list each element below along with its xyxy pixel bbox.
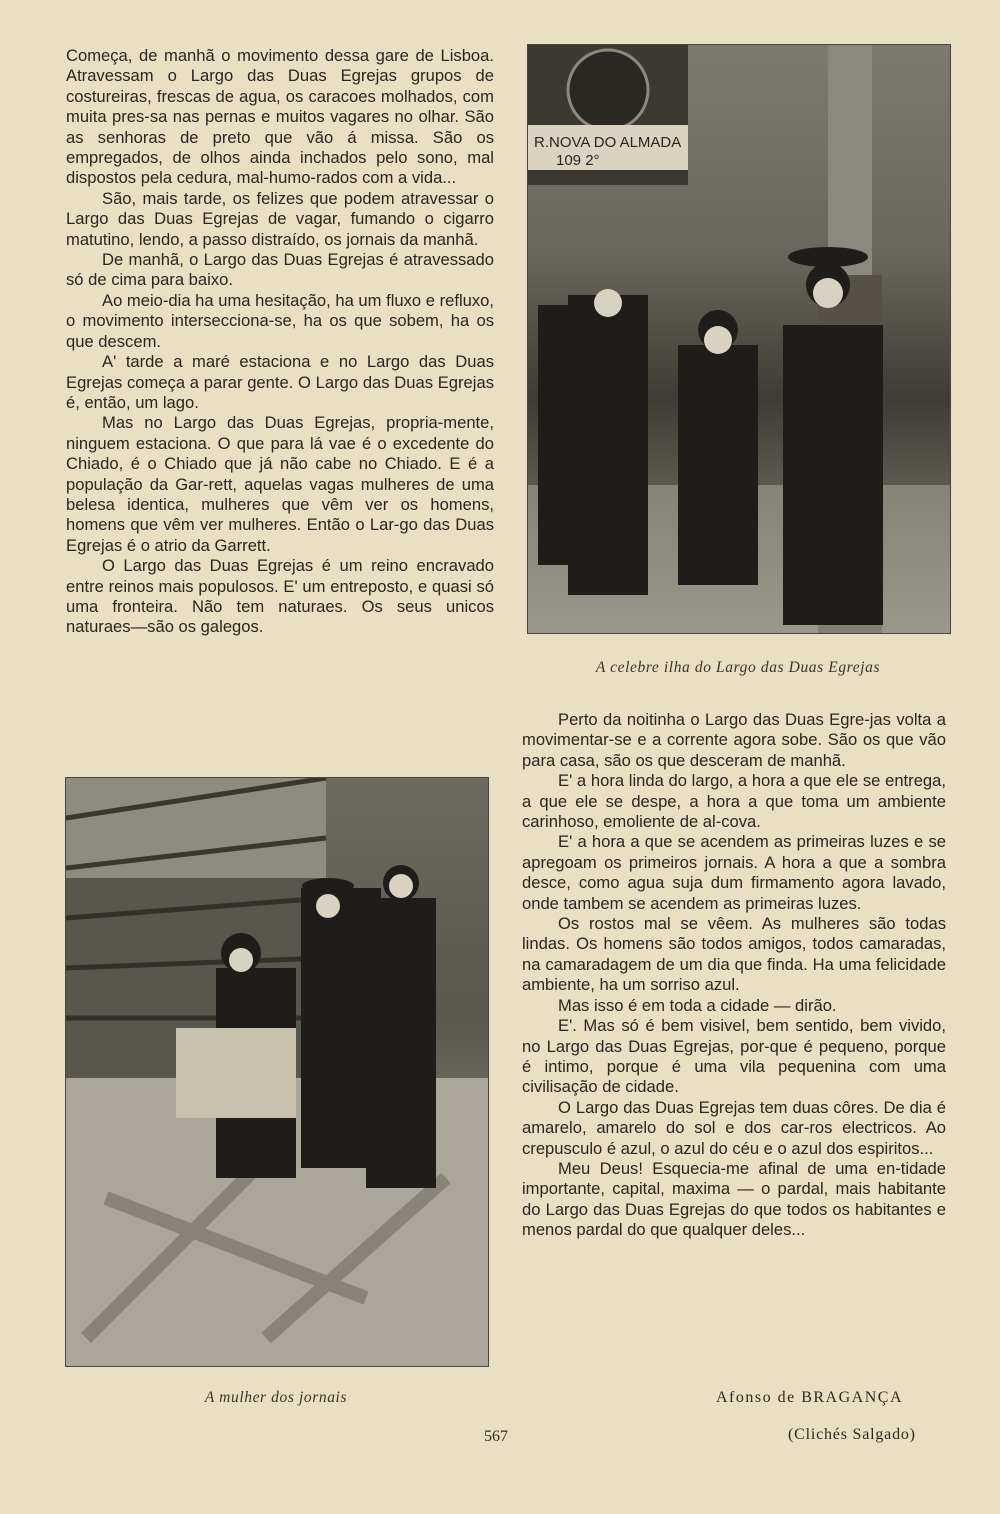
sign-text-1: R.NOVA DO ALMADA <box>534 134 682 151</box>
photo-mulher <box>65 777 489 1367</box>
right-text-column <box>522 710 946 1241</box>
paragraph: A' tarde a maré estaciona e no Largo das Duas Egrejas começa a parar gente. O Largo das Duas Egrejas é, então, um lago. <box>66 352 494 412</box>
paragraph: O Largo das Duas Egrejas tem duas côres. De dia é amarelo, amarelo do sol e dos car-ros electricos. Ao crepusculo é azul, o azul do céu e o azul dos espiritos... <box>522 1097 946 1158</box>
paragraph: E' a hora a que se acendem as primeiras luzes e se apregoam os primeiros jornais. A hora a que a sombra desce, como agua suja dum firmamento agora lavado, onde tambem se acendem as primeiras luzes. <box>522 832 946 913</box>
photo-ilha <box>527 44 951 634</box>
paragraph: O Largo das Duas Egrejas é um reino encravado entre reinos mais populosos. E' um entreposto, e quasi só uma fronteira. Não tem naturaes. Os seus unicos naturaes—são os galegos. <box>66 556 494 637</box>
sign-text-2: 109 2° <box>556 152 600 169</box>
caption-mulher: A mulher dos jornais <box>204 1389 348 1406</box>
paragraph: São, mais tarde, os felizes que podem atravessar o Largo das Duas Egrejas de vagar, fumando o cigarro matutino, lendo, a passo distraído, os jornais da manhã. <box>66 188 494 249</box>
paragraph: E' a hora linda do largo, a hora a que ele se entrega, a que ele se despe, a hora a que toma um ambiente carinhoso, emoliente de al-cova. <box>522 771 946 832</box>
author-signature: Afonso de BRAGANÇA <box>716 1389 903 1406</box>
paragraph: Ao meio-dia ha uma hesitação, ha um fluxo e refluxo, o movimento intersecciona-se, ha os que sobem, ha os que descem. <box>66 290 495 351</box>
paragraph: Começa, de manhã o movimento dessa gare de Lisboa. Atravessam o Largo das Duas Egrejas grupos de costureiras, frescas de agua, os caracoes molhados, com muita pres-sa nas pernas e muitos vagares no olhar. São as senhoras de preto que vão á missa. São os empregados, de olhos ainda inchados pelo sono, mal dispostos pela cedura, mal-humo-rados com a vida... <box>66 46 494 188</box>
left-text-column <box>66 46 494 638</box>
paragraph: De manhã, o Largo das Duas Egrejas é atravessado só de cima para baixo. <box>66 250 494 290</box>
paragraph: Perto da noitinha o Largo das Duas Egre-jas volta a movimentar-se e a corrente agora sobe. São os que vão para casa, são os que desceram de manhã. <box>522 710 946 770</box>
paragraph: Mas isso é em toda a cidade — dirão. <box>558 995 837 1015</box>
photo-mulher-illustration <box>66 778 488 1366</box>
paragraph: E'. Mas só é bem visivel, bem sentido, bem vivido, no Largo das Duas Egrejas, por-que é pequeno, porque é intimo, porque é uma vila pequenina com uma civilisação de cidade. <box>522 1016 946 1097</box>
caption-ilha: A celebre ilha do Largo das Duas Egrejas <box>595 659 881 676</box>
paragraph: Mas no Largo das Duas Egrejas, propria-mente, ninguem estaciona. O que para lá vae é o excedente do Chiado, é o Chiado que já não cabe no Chiado. E é a população da Gar-rett, aquelas vagas mulheres de uma belesa identica, mulheres que vêm ver os homens, homens que vêm ver mulheres. Então o Lar-go das Duas Egrejas é o atrio da Garrett. <box>66 413 494 555</box>
paragraph: Meu Deus! Esquecia-me afinal de uma en-tidade importante, capital, maxima — o pardal, mais habitante do Largo das Duas Egrejas do que todos os habitantes e menos pardal do que qualquer deles... <box>522 1158 946 1240</box>
photo-credits: (Clichés Salgado) <box>788 1426 916 1443</box>
page-number: 567 <box>484 1428 508 1445</box>
photo-ilha-illustration <box>528 45 950 633</box>
paragraph: Os rostos mal se vêem. As mulheres são todas lindas. Os homens são todos amigos, todos camaradas, na camaradagem de um dia que finda. Ha uma felicidade ambiente, ha um sorriso azul. <box>522 914 946 995</box>
